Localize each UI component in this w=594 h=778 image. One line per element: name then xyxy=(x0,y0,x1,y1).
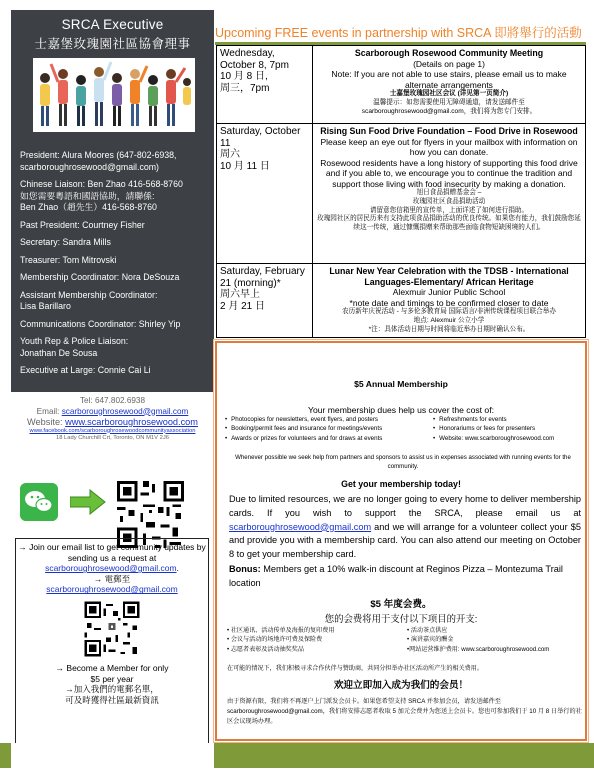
youth-rep-entry: Youth Rep & Police Liaison: xyxy=(20,336,129,346)
event-zh-title: 士嘉堡玫瑰园社区会议 (详见第一页简介) xyxy=(389,90,509,97)
event-date-cell xyxy=(217,264,313,338)
zh-sponsor-note: 在可能的情况下，我们积极寻求合作伙伴与赞助商，共同分担举办社区活动所产生的相关费用。 xyxy=(227,665,483,672)
zh-cost-item: • 活动茶点供应 xyxy=(407,627,448,634)
email-line xyxy=(11,407,214,418)
event-zh-line: scarboroughrosewood@gmail.com，我们将为您专门安排。 xyxy=(361,107,537,115)
join-email-list-box xyxy=(15,538,209,759)
bonus-label: Bonus: xyxy=(229,564,261,574)
youth-rep-name: Jonathan De Sousa xyxy=(20,347,98,358)
secretary-entry: Secretary: Sandra Mills xyxy=(20,237,111,247)
crowd-illustration xyxy=(33,58,195,132)
join-email-zh-link[interactable]: scarboroughrosewood@gmail.com xyxy=(46,584,178,595)
join-updates-zh-line: 可及時獲得社區最新資訊 xyxy=(65,694,159,705)
event-zh-line: 地点: Alexmuir 公立小学 xyxy=(413,316,485,324)
executive-title-zh: 士嘉堡玫瑰園社區協會理事 xyxy=(34,37,191,51)
membership-zh-lead: 您的会费将用于支付以下项目的开支: xyxy=(324,613,478,624)
membership-para-1: Due to limited resources, we are no longer going to every home to deliver membership cards. If you wish to support the SRCA, please email us at xyxy=(229,494,581,518)
zh-cost-item: • 会议与活动的场地许可费及保险费 xyxy=(227,636,323,644)
zh-cost-item: • 社区通讯、活动传单及海报的复印费用 xyxy=(227,627,335,634)
bonus-paragraph xyxy=(229,563,581,591)
membership-qr-code[interactable] xyxy=(82,599,142,659)
events-header-title: Upcoming FREE events in partnership with SRCA 即將舉行的活動 xyxy=(215,26,582,40)
event-date-zh: 10 月 8 日, xyxy=(220,71,268,83)
membership-coordinator-entry: Membership Coordinator: Nora DeSouza xyxy=(20,272,180,282)
event-date-en: Saturday, October 11 xyxy=(220,126,301,149)
footer-left-gap xyxy=(11,743,214,768)
website-link[interactable]: www.scarboroughrosewood.com xyxy=(65,417,198,427)
event-row xyxy=(217,124,586,264)
zh-cost-list-right xyxy=(407,626,549,654)
event-line: (Details on page 1) xyxy=(413,58,485,69)
zh-cost-item: • 演讲嘉宾的酬金 xyxy=(407,636,454,644)
event-line: Please keep an eye out for flyers in your mailbox with information on how you can donate. xyxy=(320,136,578,157)
asst-membership-name: Lisa Barillaro xyxy=(20,301,71,311)
event-line: *note date and timings to be confirmed closer to date xyxy=(349,297,549,308)
chinese-liaison-contact: Ben Zhao（趙先生）416-568-8760 xyxy=(20,202,157,212)
membership-box xyxy=(215,341,587,741)
events-header xyxy=(215,22,586,42)
event-zh-line: *注：具体活动日期与时间将临近举办日期时确认公布。 xyxy=(368,325,530,333)
join-email-period: . xyxy=(176,563,179,574)
event-row xyxy=(217,264,586,338)
chinese-liaison-entry: Chinese Liaison: Ben Zhao 416-568-8760 xyxy=(20,179,183,189)
cost-list-left xyxy=(225,415,382,443)
cost-item: • Photocopies for newsletters, event flyers, and posters xyxy=(225,415,382,424)
past-president-entry: Past President: Courtney Fisher xyxy=(20,219,145,230)
treasurer-entry: Treasurer: Tom Mitrovski xyxy=(20,254,117,265)
zh-cost-item: • 志愿者表彰及活动抽奖奖品 xyxy=(227,645,304,653)
zh-cost-list-left xyxy=(227,626,334,654)
cost-item: • Awards or prizes for volunteers and for draws at events xyxy=(225,434,382,443)
event-date-zh: 周六早上 xyxy=(220,289,260,301)
executive-header xyxy=(11,10,214,52)
join-list-zh-line: →加入我們的電郵名單， xyxy=(65,684,159,695)
zh-cost-item: •网站运营维护费用: www.scarboroughrosewood.com xyxy=(407,645,550,653)
address-text: 18 Lady Churchill Crt, Toronto, ON M1V 2J6 xyxy=(56,434,169,441)
membership-paragraph xyxy=(229,493,581,562)
event-line: Note: If you are not able to use stairs, please email us to make alternate arrangements xyxy=(331,69,567,90)
event-title: Lunar New Year Celebration with the TDSB - International Languages-Elementary/ African Heritage xyxy=(329,266,569,287)
event-zh-line: 温馨提示：如您需要使用无障碍通道，请发送邮件至 xyxy=(373,98,525,106)
phone-text: Tel: 647.802.6938 xyxy=(79,396,146,405)
event-title: Scarborough Rosewood Community Meeting xyxy=(354,48,544,58)
email-label: Email: xyxy=(36,406,62,416)
bonus-text: Members get a 10% walk-in discount at Reginos Pizza – Montezuma Trail location xyxy=(229,564,563,588)
event-date-zh: 周六 xyxy=(220,149,240,161)
event-line: Rosewood residents have a long history of supporting this food drive and if you able to, we encourage you to continue the tradition and support those living with food insecurity by making a donation. xyxy=(320,157,578,189)
executive-panel xyxy=(11,10,214,392)
event-desc-cell xyxy=(313,124,586,264)
sponsor-note: Whenever possible we seek help from partners and sponsors to assist us in expenses associated with running events for the community. xyxy=(235,454,571,470)
executive-list xyxy=(20,150,210,383)
contact-block xyxy=(11,396,214,442)
events-table xyxy=(216,45,586,338)
join-email-zh-label: → 電郵至 xyxy=(93,573,131,584)
membership-title: $5 Annual Membership xyxy=(354,379,448,389)
president-entry: President: Alura Moores (647-802-6938, scarboroughrosewood@gmail.com) xyxy=(20,150,177,172)
cost-list-right xyxy=(433,415,554,443)
email-link[interactable]: scarboroughrosewood@gmail.com xyxy=(61,406,189,416)
event-zh-line: 请留意您信箱里的宣传单，上面详述了如何进行捐助。 xyxy=(369,206,529,214)
cost-item: • Honorariums or fees for presenters xyxy=(433,424,554,433)
cost-item: • Booking/permit fees and insurance for meetings/events xyxy=(225,424,382,433)
event-zh-line: 玫瑰园社区食品捐助活动 xyxy=(412,197,486,205)
membership-zh-title: $5 年度会费。 xyxy=(370,599,432,610)
event-row xyxy=(217,46,586,124)
wechat-icon xyxy=(20,483,58,521)
member-price-line: $5 per year xyxy=(90,673,134,684)
event-zh-line: 玫瑰园社区的居民历来有支持此项食品捐助活动的优良传统。如果您有能力，我们鼓励您延续这一传统，通过慷慨捐赠来帮助那些面临食物短缺困境的人们。 xyxy=(317,215,581,232)
cost-item: • Refreshments for events xyxy=(433,415,554,424)
executive-at-large-entry: Executive at Large: Connie Cai Li xyxy=(20,365,151,375)
event-date-zh-2: 周三，7pm xyxy=(220,82,270,94)
event-date-zh-2: 10 月 11 日 xyxy=(220,160,270,172)
event-title: Rising Sun Food Drive Foundation – Food Drive in Rosewood xyxy=(320,126,578,136)
event-date-en: Saturday, February 21 (morning)* xyxy=(220,266,305,289)
zh-join-heading: 欢迎立即加入成为我们的会员！ xyxy=(333,680,469,691)
membership-lead: Your membership dues help us cover the cost of: xyxy=(308,405,494,415)
membership-para-2: and we will arrange for a volunteer collect your $5 and provide you with a membership card. You can also attend our meeting on October 8 to get your membership card. xyxy=(229,521,581,560)
event-desc-cell xyxy=(313,264,586,338)
become-member-line: → Become a Member for only xyxy=(55,662,169,673)
join-instructions: → Join our email list to get community updates by sending us a request at xyxy=(18,542,206,563)
event-date-zh-2: 2 月 21 日 xyxy=(220,300,266,312)
website-line xyxy=(11,417,214,428)
get-membership-heading: Get your membership today! xyxy=(341,479,461,489)
join-email-link[interactable]: scarboroughrosewood@gmail.com xyxy=(45,563,177,574)
membership-email-link[interactable]: scarboroughrosewood@gmail.com xyxy=(229,521,372,532)
membership-content xyxy=(217,343,585,739)
event-zh-title: 旭日食品捐赠基金会 – xyxy=(416,189,482,196)
executive-title: SRCA Executive xyxy=(61,17,164,32)
chinese-liaison-note: 如您需要粵語和國語協助，請聯係: xyxy=(20,190,155,201)
event-date-cell xyxy=(217,46,313,124)
website-label: Website: xyxy=(27,417,66,427)
event-desc-cell xyxy=(313,46,586,124)
communications-entry: Communications Coordinator: Shirley Yip xyxy=(20,318,181,329)
join-email-line xyxy=(16,563,208,574)
event-date-cell xyxy=(217,124,313,264)
zh-membership-paragraph: 由于资源有限，我们将不再逐户上门派发会员卡。如果您希望支持 SRCA 并参加会员，请发送邮件至 scarboroughrosewood@gmail.com，我们将安排志愿者收取 5 加元会费并为您送上会员卡。您也可参加我们于 10 月 8 日举行的社区会议现场办理。 xyxy=(227,698,582,725)
asst-membership-entry: Assistant Membership Coordinator: xyxy=(20,289,158,300)
event-line: Alexmuir Junior Public School xyxy=(392,287,506,297)
cost-item: • Website: www.scarboroughrosewood.com xyxy=(433,434,554,443)
facebook-link[interactable]: www.facebook.com/scarboroughrosewoodcommunityassociation xyxy=(29,427,196,434)
arrow-right-icon xyxy=(70,489,106,515)
event-date-en: Wednesday, October 8, 7pm xyxy=(220,48,289,71)
event-zh-title: 农历新年庆祝活动 - 与多伦多教育局 国际语言/非洲传统课程项目联合举办 xyxy=(342,308,556,315)
